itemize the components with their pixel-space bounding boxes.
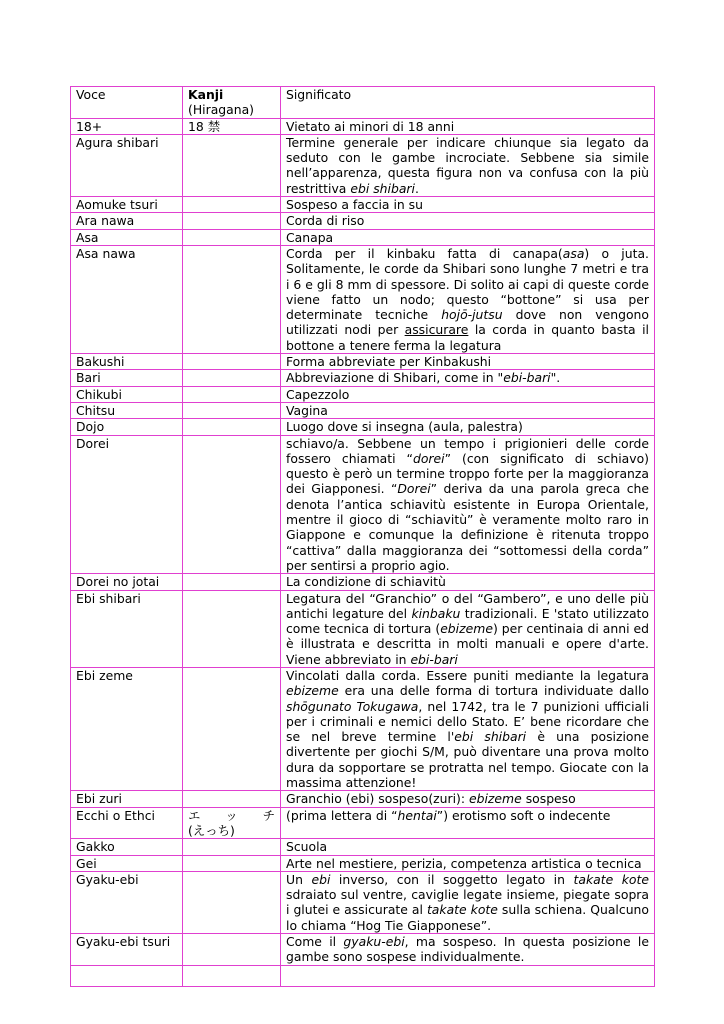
meaning-cell: Sospeso a faccia in su	[281, 197, 655, 213]
meaning-cell: Vietato ai minori di 18 anni	[281, 118, 655, 134]
kanji-cell	[183, 213, 281, 229]
meaning-cell: schiavo/a. Sebbene un tempo i prigionieri delle corde fossero chiamati “dorei” (con significato di schiavo) questo è però un termine troppo forte per la maggioranza dei Giapponesi. “Dorei” deriva da una parola greca che denota l’antica schiavitù esistente in Europa Orientale, mentre il gioco di “schiavitù” è veramente molto raro in Giappone e comunque la definizione è ritenuta troppo “cattiva” dalla maggioranza dei “sottomessi della corda” per sentirsi a proprio agio.	[281, 435, 655, 574]
table-row	[71, 574, 655, 590]
meaning-cell: Termine generale per indicare chiunque sia legato da seduto con le gambe incrociate. Sebbene sia simile nell’apparenza, questa figura non va confusa con la più restrittiva ebi shibari.	[281, 134, 655, 196]
meaning-cell	[281, 965, 655, 986]
term-cell	[71, 965, 183, 986]
term-cell: Gyaku-ebi tsuri	[71, 934, 183, 966]
table-row	[71, 871, 655, 933]
term-cell: Chitsu	[71, 402, 183, 418]
meaning-cell: Capezzolo	[281, 386, 655, 402]
kanji-cell	[183, 791, 281, 807]
term-cell: Asa nawa	[71, 245, 183, 353]
meaning-cell: Abbreviazione di Shibari, come in "ebi-bari".	[281, 370, 655, 386]
term-cell: 18+	[71, 118, 183, 134]
header-voce: Voce	[71, 87, 183, 119]
term-cell: Gakko	[71, 839, 183, 855]
term-cell: Ara nawa	[71, 213, 183, 229]
table-row	[71, 245, 655, 353]
kanji-hiragana: (えっち)	[188, 822, 235, 838]
term-cell: Ecchi o Ethci	[71, 807, 183, 839]
table-row	[71, 354, 655, 370]
meaning-cell: Scuola	[281, 839, 655, 855]
meaning-cell: Vincolati dalla corda. Essere puniti mediante la legatura ebizeme era una delle forma di tortura individuate dallo shōgunato Tokugawa, nel 1742, tra le 7 punizioni ufficiali per i criminali e nemici dello Stato. E’ bene ricordare che se nel breve termine l'ebi shibari è una posizione divertente per giochi S/M, può diventare una prova molto dura da sopportare se protratta nel tempo. Giocate con la massima attenzione!	[281, 667, 655, 790]
kanji-cell	[183, 419, 281, 435]
kanji-cell	[183, 402, 281, 418]
meaning-cell: Canapa	[281, 229, 655, 245]
table-row	[71, 791, 655, 807]
term-cell: Dorei	[71, 435, 183, 574]
table-row	[71, 667, 655, 790]
header-significato: Significato	[281, 87, 655, 119]
table-row	[71, 402, 655, 418]
kanji-cell	[183, 197, 281, 213]
term-cell: Bakushi	[71, 354, 183, 370]
term-cell: Ebi zeme	[71, 667, 183, 790]
term-cell: Aomuke tsuri	[71, 197, 183, 213]
kanji-cell: 18 禁	[183, 118, 281, 134]
table-row	[71, 213, 655, 229]
kanji-cell	[183, 386, 281, 402]
term-cell: Dorei no jotai	[71, 574, 183, 590]
term-cell: Asa	[71, 229, 183, 245]
kanji-cell	[183, 574, 281, 590]
kanji-cell	[183, 590, 281, 667]
table-row	[71, 370, 655, 386]
meaning-cell: Corda per il kinbaku fatta di canapa(asa) o juta. Solitamente, le corde da Shibari sono lunghe 7 metri e tra i 6 e gli 8 mm di spessore. Di solito ai capi di queste corde viene fatto un nodo; questo “bottone” si usa per determinate tecniche hojō-jutsu dove non vengono utilizzati nodi per assicurare la corda in quanto basta il bottone a tenere ferma la legatura	[281, 245, 655, 353]
kanji-cell	[183, 855, 281, 871]
kanji-cell	[183, 871, 281, 933]
kanji-cell	[183, 807, 281, 839]
header-hiragana-label: (Hiragana)	[188, 102, 255, 118]
table-row	[71, 229, 655, 245]
table-row	[71, 807, 655, 839]
table-row	[71, 839, 655, 855]
kanji-cell	[183, 839, 281, 855]
meaning-cell: Forma abbreviate per Kinbakushi	[281, 354, 655, 370]
meaning-cell: Luogo dove si insegna (aula, palestra)	[281, 419, 655, 435]
kanji-katakana	[188, 808, 275, 823]
table-row	[71, 934, 655, 966]
kanji-cell	[183, 245, 281, 353]
kanji-cell	[183, 229, 281, 245]
header-row	[71, 87, 655, 119]
table-row	[71, 590, 655, 667]
header-kanji	[183, 87, 281, 119]
term-cell: Bari	[71, 370, 183, 386]
table-row	[71, 419, 655, 435]
kanji-cell	[183, 435, 281, 574]
kanji-cell	[183, 354, 281, 370]
term-cell: Dojo	[71, 419, 183, 435]
table-row	[71, 435, 655, 574]
katakana-char: ッ	[225, 807, 238, 823]
table-row	[71, 118, 655, 134]
term-cell: Gei	[71, 855, 183, 871]
glossary-body	[71, 87, 655, 987]
kanji-cell	[183, 934, 281, 966]
table-row	[71, 134, 655, 196]
term-cell: Ebi shibari	[71, 590, 183, 667]
meaning-cell: Come il gyaku-ebi, ma sospeso. In questa posizione le gambe sono sospese individualmente.	[281, 934, 655, 966]
header-kanji-label: Kanji	[188, 87, 224, 102]
kanji-cell	[183, 667, 281, 790]
katakana-char: チ	[262, 807, 275, 823]
meaning-cell: Corda di riso	[281, 213, 655, 229]
meaning-cell: La condizione di schiavitù	[281, 574, 655, 590]
kanji-cell	[183, 965, 281, 986]
kanji-cell	[183, 370, 281, 386]
meaning-cell: Arte nel mestiere, perizia, competenza artistica o tecnica	[281, 855, 655, 871]
table-row	[71, 855, 655, 871]
glossary-table	[70, 86, 655, 987]
meaning-cell: Legatura del “Granchio” o del “Gambero”, e uno delle più antichi legature del kinbaku tradizionali. E 'stato utilizzato come tecnica di tortura (ebizeme) per centinaia di anni ed è illustrata e descritta in molti manuali e opere d'arte. Viene abbreviato in ebi-bari	[281, 590, 655, 667]
meaning-cell: Vagina	[281, 402, 655, 418]
table-row	[71, 965, 655, 986]
term-cell: Ebi zuri	[71, 791, 183, 807]
meaning-cell: (prima lettera di “hentai”) erotismo soft o indecente	[281, 807, 655, 839]
meaning-cell: Granchio (ebi) sospeso(zuri): ebizeme sospeso	[281, 791, 655, 807]
kanji-cell	[183, 134, 281, 196]
meaning-cell: Un ebi inverso, con il soggetto legato in takate kote sdraiato sul ventre, caviglie legate insieme, piegate sopra i glutei e assicurate al takate kote sulla schiena. Qualcuno lo chiama “Hog Tie Giapponese”.	[281, 871, 655, 933]
table-row	[71, 386, 655, 402]
term-cell: Agura shibari	[71, 134, 183, 196]
katakana-char: エ	[188, 807, 201, 823]
term-cell: Gyaku-ebi	[71, 871, 183, 933]
term-cell: Chikubi	[71, 386, 183, 402]
table-row	[71, 197, 655, 213]
